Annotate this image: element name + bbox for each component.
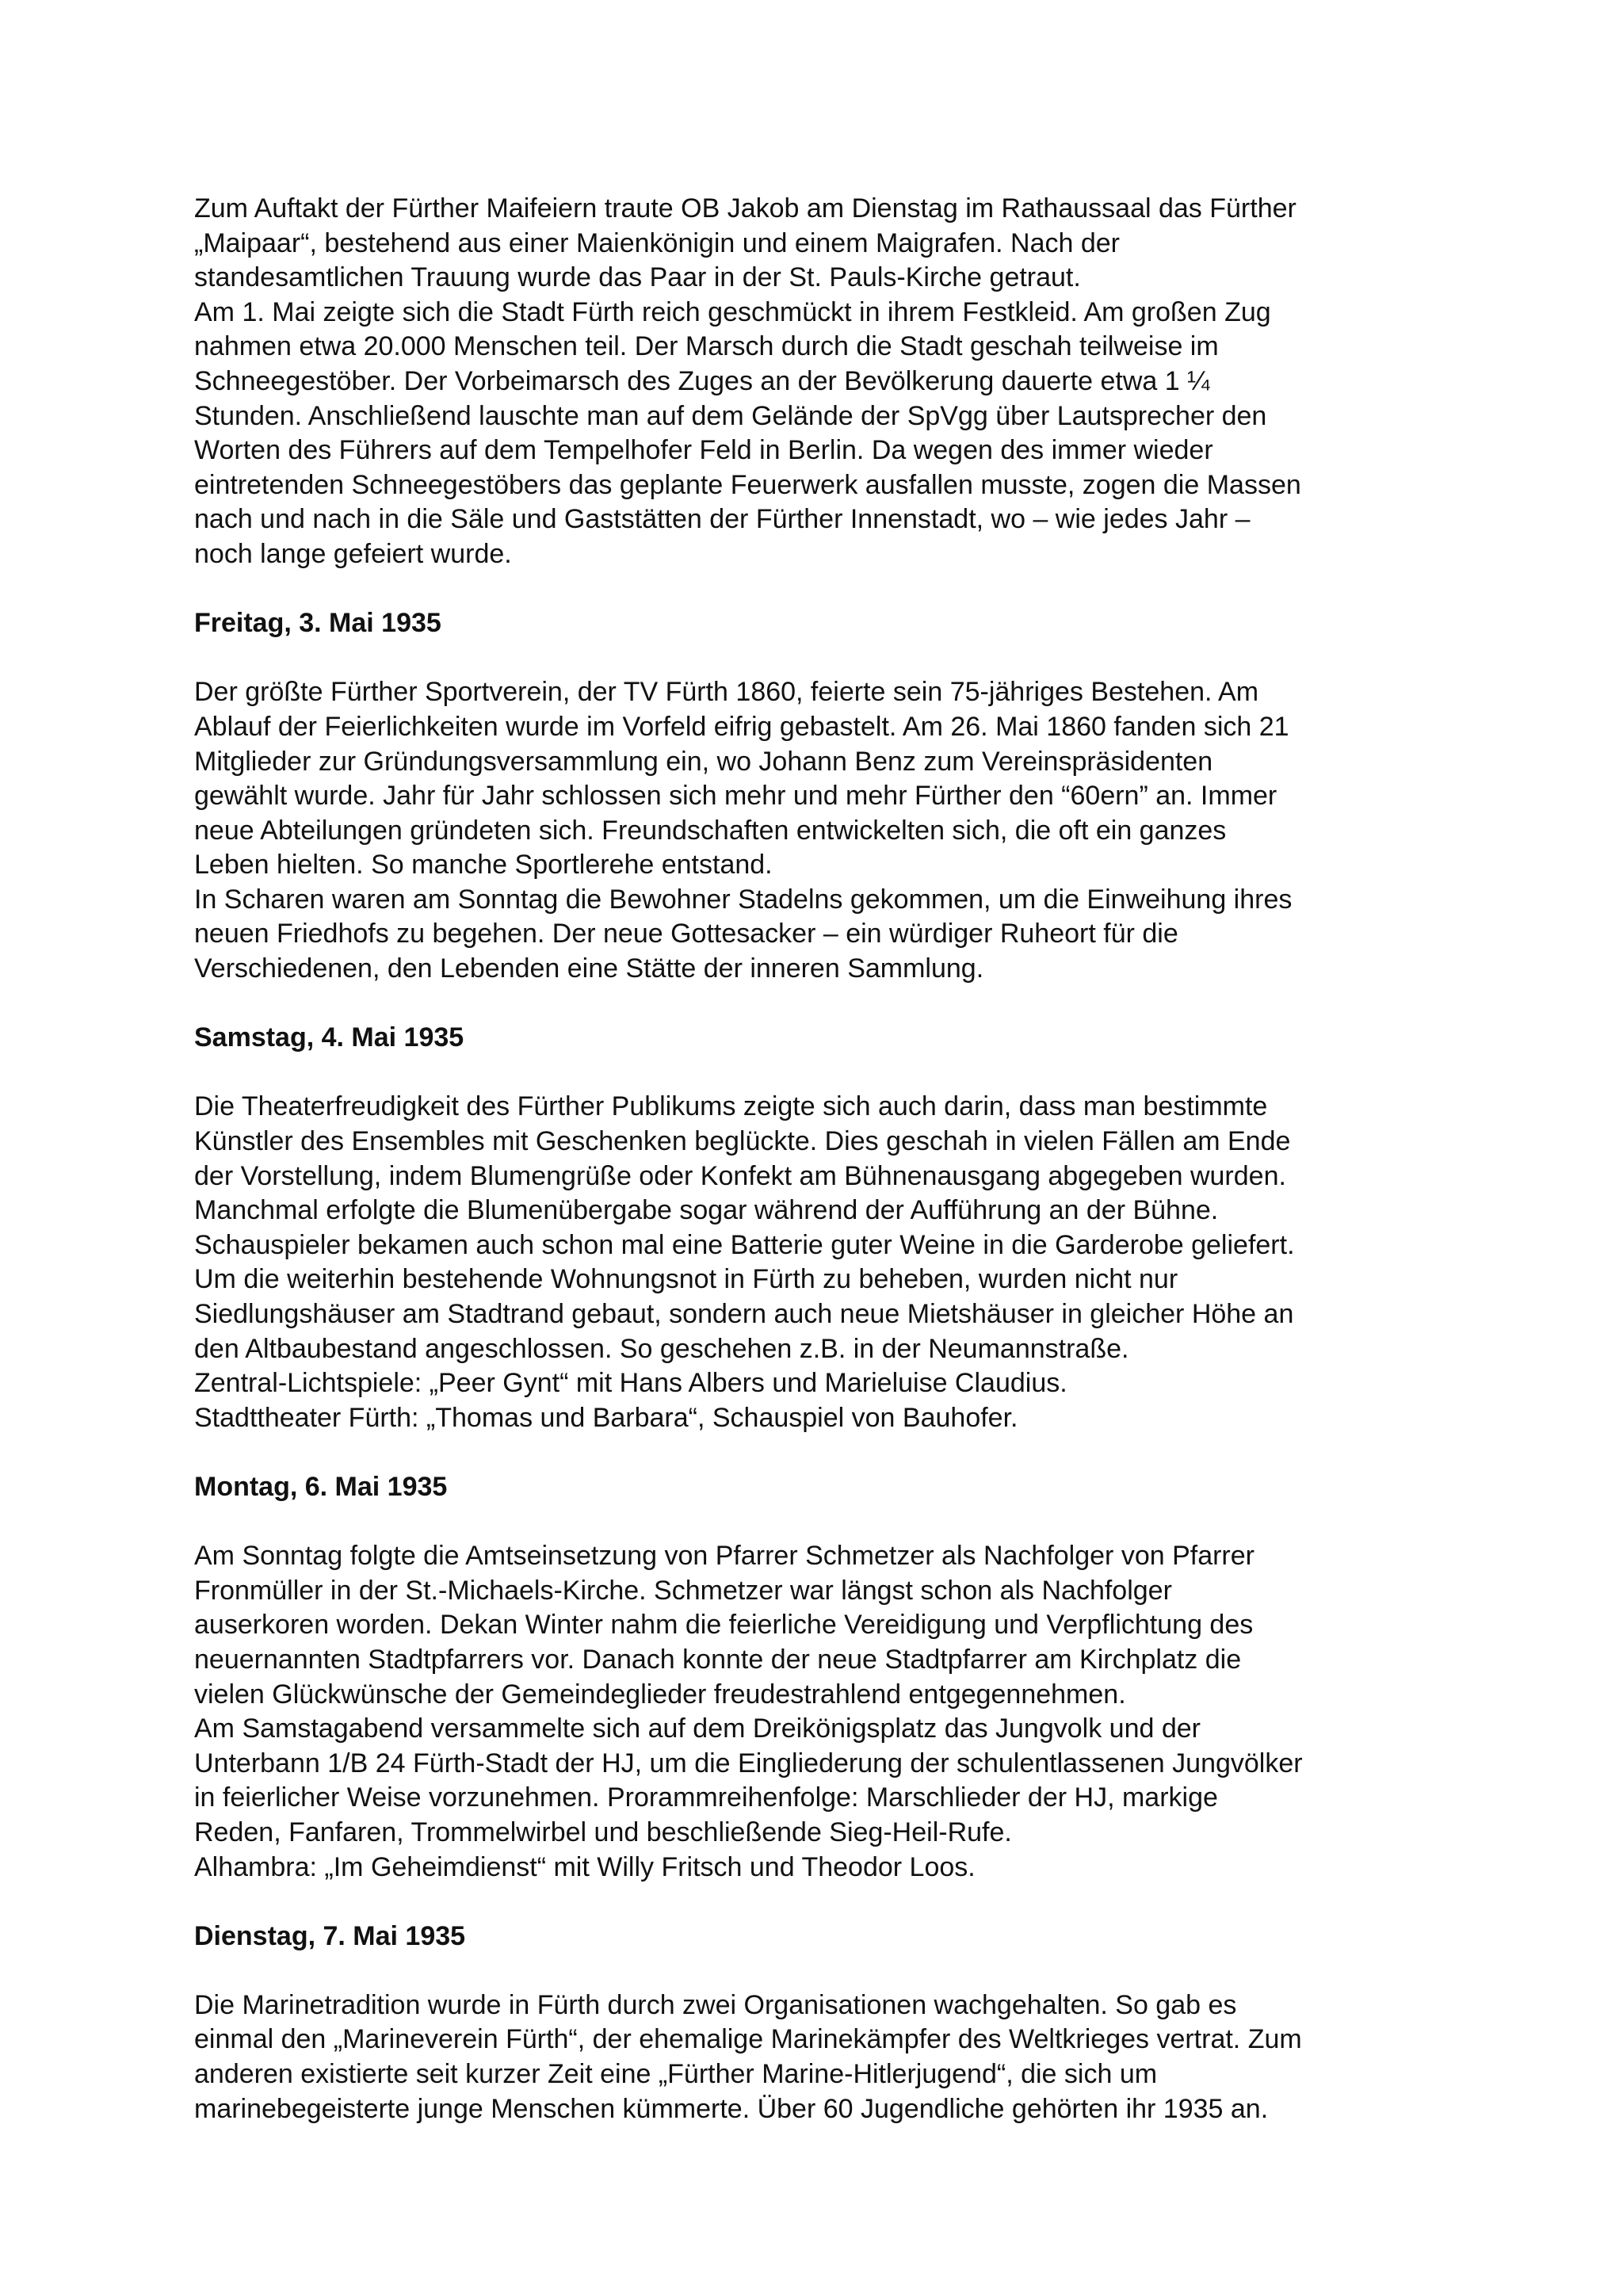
- section-samstag-4-mai: [194, 1021, 1462, 1435]
- text-line: Die Theaterfreudigkeit des Fürther Publikums zeigte sich auch darin, dass man bestimmte: [194, 1091, 1268, 1122]
- spacer: [194, 641, 1462, 676]
- text-line: Ablauf der Feierlichkeiten wurde im Vorfeld eifrig gebastelt. Am 26. Mai 1860 fanden sich 21: [194, 711, 1289, 742]
- text-line: Am Sonntag folgte die Amtseinsetzung von Pfarrer Schmetzer als Nachfolger von Pfarrer: [194, 1541, 1254, 1572]
- text-line: Zum Auftakt der Fürther Maifeiern traute OB Jakob am Dienstag im Rathaussaal das Fürther: [194, 193, 1296, 223]
- text-line: Schauspieler bekamen auch schon mal eine Batterie guter Weine in die Garderobe geliefert.: [194, 1229, 1295, 1260]
- paragraph: [194, 1712, 1462, 1850]
- section-montag-6-mai: [194, 1470, 1462, 1885]
- text-line: Stadttheater Fürth: „Thomas und Barbara“, Schauspiel von Bauhofer.: [194, 1402, 1018, 1433]
- paragraph: [194, 1366, 1462, 1401]
- text-line: Künstler des Ensembles mit Geschenken beglückte. Dies geschah in vielen Fällen am Ende: [194, 1126, 1291, 1157]
- text-line: Zentral-Lichtspiele: „Peer Gynt“ mit Hans Albers und Marieluise Claudius.: [194, 1368, 1067, 1399]
- text-line: Schneegestöber. Der Vorbeimarsch des Zuges an der Bevölkerung dauerte etwa 1 ¼: [194, 365, 1210, 396]
- spacer: [194, 987, 1462, 1022]
- paragraph: [194, 296, 1462, 572]
- spacer: [194, 572, 1462, 607]
- text-line: Reden, Fanfaren, Trommelwirbel und beschließende Sieg-Heil-Rufe.: [194, 1817, 1012, 1847]
- paragraph: [194, 1401, 1462, 1436]
- paragraph: [194, 883, 1462, 987]
- section-intro: [194, 192, 1462, 572]
- paragraph: [194, 1090, 1462, 1263]
- paragraph: [194, 1851, 1462, 1885]
- text-line: standesamtlichen Trauung wurde das Paar in der St. Pauls-Kirche getraut.: [194, 262, 1081, 293]
- section-heading: Montag, 6. Mai 1935: [194, 1471, 448, 1502]
- text-line: „Maipaar“, bestehend aus einer Maienkönigin und einem Maigrafen. Nach der: [194, 227, 1121, 258]
- text-line: Leben hielten. So manche Sportlerehe entstand.: [194, 850, 773, 881]
- section-heading: Dienstag, 7. Mai 1935: [194, 1920, 466, 1951]
- text-line: Die Marinetradition wurde in Fürth durch zwei Organisationen wachgehalten. So gab es: [194, 1989, 1237, 2020]
- section-freitag-3-mai: [194, 606, 1462, 987]
- text-line: anderen existierte seit kurzer Zeit eine „Fürther Marine-Hitlerjugend“, die sich um: [194, 2059, 1158, 2090]
- text-line: in feierlicher Weise vorzunehmen. Prorammreihenfolge: Marschlieder der HJ, markige: [194, 1782, 1218, 1813]
- text-line: auserkoren worden. Dekan Winter nahm die feierliche Vereidigung und Verpflichtung des: [194, 1610, 1254, 1641]
- paragraph: [194, 675, 1462, 883]
- text-line: marinebegeisterte junge Menschen kümmerte. Über 60 Jugendliche gehörten ihr 1935 an.: [194, 2093, 1269, 2124]
- paragraph: [194, 1988, 1462, 2126]
- spacer: [194, 1505, 1462, 1540]
- spacer: [194, 1954, 1462, 1988]
- text-line: Worten des Führers auf dem Tempelhofer Feld in Berlin. Da wegen des immer wieder: [194, 435, 1213, 466]
- text-line: nach und nach in die Säle und Gaststätten der Fürther Innenstadt, wo – wie jedes Jahr –: [194, 504, 1251, 535]
- text-line: neuernannten Stadtpfarrers vor. Danach konnte der neue Stadtpfarrer am Kirchplatz die: [194, 1644, 1242, 1675]
- text-line: den Altbaubestand angeschlossen. So geschehen z.B. in der Neumannstraße.: [194, 1333, 1129, 1364]
- section-dienstag-7-mai: [194, 1920, 1462, 2127]
- text-line: Verschiedenen, den Lebenden eine Stätte der inneren Sammlung.: [194, 953, 984, 984]
- text-line: Um die weiterhin bestehende Wohnungsnot in Fürth zu beheben, wurden nicht nur: [194, 1264, 1178, 1295]
- spacer: [194, 1056, 1462, 1091]
- paragraph: [194, 1263, 1462, 1366]
- spacer: [194, 1885, 1462, 1920]
- text-line: Alhambra: „Im Geheimdienst“ mit Willy Fritsch und Theodor Loos.: [194, 1851, 976, 1882]
- text-line: der Vorstellung, indem Blumengrüße oder Konfekt am Bühnenausgang abgegeben wurden.: [194, 1160, 1286, 1191]
- text-line: neuen Friedhofs zu begehen. Der neue Gottesacker – ein würdiger Ruheort für die: [194, 919, 1178, 949]
- text-line: Stunden. Anschließend lauschte man auf dem Gelände der SpVgg über Lautsprecher den: [194, 400, 1267, 431]
- section-heading: Freitag, 3. Mai 1935: [194, 608, 441, 639]
- text-line: Der größte Fürther Sportverein, der TV Fürth 1860, feierte sein 75-jähriges Bestehen. Am: [194, 677, 1259, 708]
- text-line: eintretenden Schneegestöbers das geplante Feuerwerk ausfallen musste, zogen die Massen: [194, 469, 1301, 500]
- text-line: neue Abteilungen gründeten sich. Freundschaften entwickelten sich, die oft ein ganzes: [194, 815, 1227, 846]
- text-line: Am Samstagabend versammelte sich auf dem Dreikönigsplatz das Jungvolk und der: [194, 1713, 1201, 1744]
- text-line: noch lange gefeiert wurde.: [194, 538, 512, 569]
- text-line: vielen Glückwünsche der Gemeindeglieder freudestrahlend entgegennehmen.: [194, 1679, 1126, 1710]
- text-line: Mitglieder zur Gründungsversammlung ein, wo Johann Benz zum Vereinspräsidenten: [194, 746, 1213, 777]
- document-page: [194, 192, 1462, 2126]
- text-line: nahmen etwa 20.000 Menschen teil. Der Marsch durch die Stadt geschah teilweise im: [194, 331, 1219, 362]
- text-line: einmal den „Marineverein Fürth“, der ehemalige Marinekämpfer des Weltkrieges vertrat. Zum: [194, 2024, 1302, 2055]
- section-heading: Samstag, 4. Mai 1935: [194, 1022, 464, 1053]
- text-line: Am 1. Mai zeigte sich die Stadt Fürth reich geschmückt in ihrem Festkleid. Am großen Zug: [194, 296, 1271, 327]
- text-line: In Scharen waren am Sonntag die Bewohner Stadelns gekommen, um die Einweihung ihres: [194, 884, 1293, 915]
- text-line: Unterbann 1/B 24 Fürth-Stadt der HJ, um die Eingliederung der schulentlassenen Jungvölker: [194, 1748, 1303, 1778]
- paragraph: [194, 192, 1462, 296]
- paragraph: [194, 1539, 1462, 1712]
- text-line: Manchmal erfolgte die Blumenübergabe sogar während der Aufführung an der Bühne.: [194, 1195, 1219, 1226]
- text-line: gewählt wurde. Jahr für Jahr schlossen sich mehr und mehr Fürther den “60ern” an. Immer: [194, 781, 1277, 812]
- spacer: [194, 1435, 1462, 1470]
- text-line: Siedlungshäuser am Stadtrand gebaut, sondern auch neue Mietshäuser in gleicher Höhe an: [194, 1299, 1294, 1329]
- text-line: Fronmüller in der St.-Michaels-Kirche. Schmetzer war längst schon als Nachfolger: [194, 1575, 1172, 1606]
